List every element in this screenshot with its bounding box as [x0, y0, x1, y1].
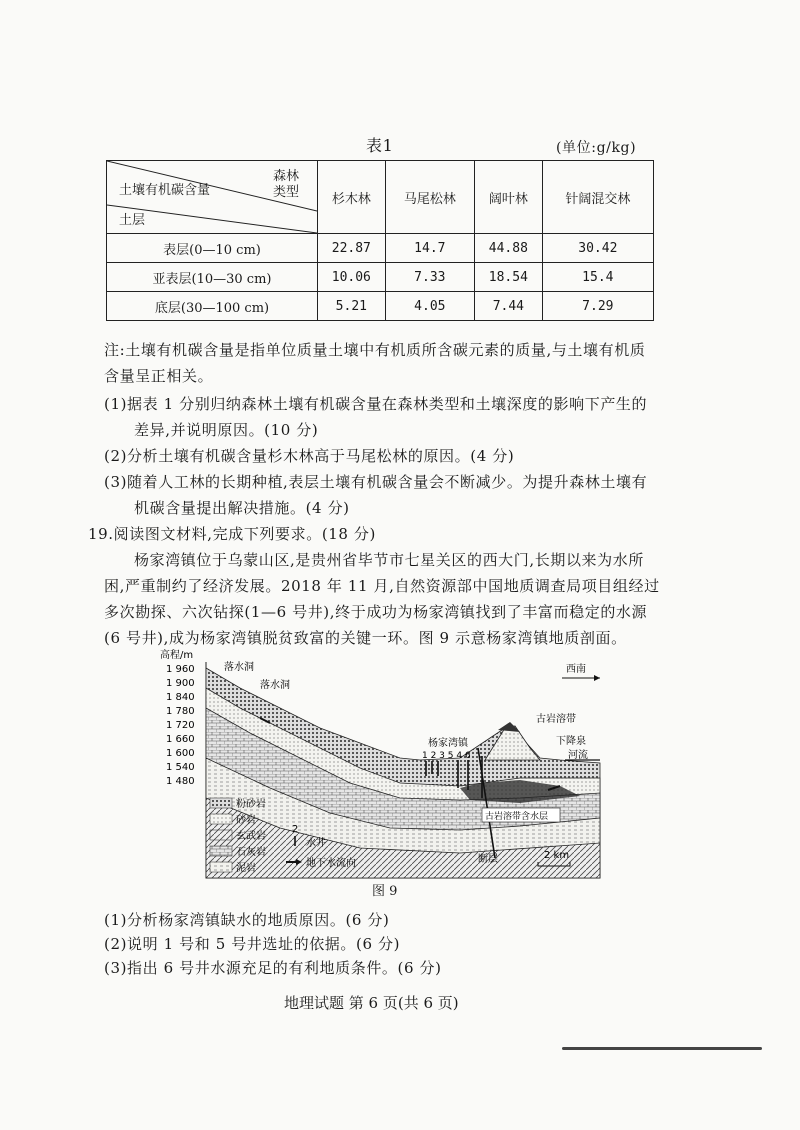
spring-label: 下降泉	[556, 736, 586, 747]
ytick: 1 780	[166, 706, 195, 717]
col-header: 马尾松林	[385, 161, 474, 234]
cell-value: 44.88	[475, 234, 543, 263]
table-caption: 表1	[366, 136, 394, 155]
sinkhole-label: 落水洞	[224, 662, 254, 673]
question-text: (3)指出 6 号井水源充足的有利地质条件。(6 分)	[104, 959, 442, 977]
question-text: 差异,并说明原因。(10 分)	[134, 421, 319, 439]
fault-label: 断层	[478, 854, 498, 865]
yaxis-ticks	[166, 664, 195, 787]
ytick: 1 540	[166, 762, 195, 773]
scan-mark	[562, 1047, 762, 1050]
question-text: (2)说明 1 号和 5 号井选址的依据。(6 分)	[104, 935, 401, 953]
passage-line: 多次勘探、六次钻探(1—6 号井),终于成功为杨家湾镇找到了丰富而稳定的水源	[104, 603, 648, 621]
legend-well-number: 2	[292, 824, 299, 835]
question-text: (2)分析土壤有机碳含量杉木林高于马尾松林的原因。(4 分)	[104, 447, 515, 465]
table-row	[107, 263, 654, 292]
town-label: 杨家湾镇	[428, 738, 468, 749]
cell-value: 7.44	[475, 292, 543, 321]
scale-label: 2 km	[544, 850, 570, 861]
ytick: 1 600	[166, 748, 195, 759]
question-text: (3)随着人工林的长期种植,表层土壤有机碳含量会不断减少。为提升森林土壤有	[104, 473, 648, 491]
table-row	[107, 234, 654, 263]
wells-label: 1 2 3 5 4 6	[422, 751, 471, 761]
note-line: 含量呈正相关。	[104, 367, 214, 385]
corner-forest-label: 森林	[272, 169, 299, 184]
ytick: 1 720	[166, 720, 195, 731]
cell-value: 18.54	[475, 263, 543, 292]
row-label: 底层(30—100 cm)	[107, 292, 318, 321]
question-text: (1)据表 1 分别归纳森林土壤有机碳含量在森林类型和土壤深度的影响下产生的	[104, 395, 648, 413]
legend-item: 砂岩	[236, 815, 256, 826]
cell-value: 7.29	[542, 292, 653, 321]
figure-caption: 图 9	[372, 884, 398, 899]
note-line: 注:土壤有机碳含量是指单位质量土壤中有机质所含碳元素的质量,与土壤有机质	[104, 341, 646, 359]
question-text: (1)分析杨家湾镇缺水的地质原因。(6 分)	[104, 911, 390, 929]
col-header: 杉木林	[318, 161, 386, 234]
cell-value: 5.21	[318, 292, 386, 321]
ytick: 1 480	[166, 776, 195, 787]
karst-belt-label: 古岩溶带	[536, 714, 576, 725]
cell-value: 22.87	[318, 234, 386, 263]
corner-layer-label: 土层	[119, 213, 146, 228]
legend-item: 玄武岩	[236, 831, 266, 842]
row-label: 亚表层(10—30 cm)	[107, 263, 318, 292]
cell-value: 15.4	[542, 263, 653, 292]
ytick: 1 960	[166, 664, 195, 675]
sinkhole-label: 落水洞	[260, 680, 290, 691]
soil-carbon-table	[106, 160, 654, 321]
cell-value: 4.05	[385, 292, 474, 321]
passage-line: 困,严重制约了经济发展。2018 年 11 月,自然资源部中国地质调查局项目组经过	[104, 577, 660, 595]
river-label: 河流	[568, 750, 588, 761]
ytick: 1 900	[166, 678, 195, 689]
ytick: 1 660	[166, 734, 195, 745]
cell-value: 10.06	[318, 263, 386, 292]
geologic-cross-section	[160, 648, 610, 880]
direction-label: 西南	[566, 664, 586, 675]
legend-item: 石灰岩	[236, 847, 266, 858]
row-label: 表层(0—10 cm)	[107, 234, 318, 263]
page-footer: 地理试题 第 6 页(共 6 页)	[284, 994, 459, 1012]
aquifer-label: 古岩溶带含水层	[485, 812, 549, 822]
table-unit: (单位:g/kg)	[556, 140, 637, 156]
corner-type-label: 类型	[272, 185, 299, 200]
ytick: 1 840	[166, 692, 195, 703]
corner-carbon-label: 土壤有机碳含量	[119, 183, 211, 198]
passage-line: 杨家湾镇位于乌蒙山区,是贵州省毕节市七星关区的西大门,长期以来为水所	[134, 551, 644, 569]
yaxis-title: 高程/m	[160, 650, 194, 661]
cell-value: 7.33	[385, 263, 474, 292]
col-header: 针阔混交林	[542, 161, 653, 234]
passage-line: (6 号井),成为杨家湾镇脱贫致富的关键一环。图 9 示意杨家湾镇地质剖面。	[104, 629, 627, 647]
legend-item: 地下水流向	[306, 858, 356, 869]
table-corner-header	[107, 161, 318, 234]
legend-item: 粉砂岩	[236, 799, 266, 810]
legend-item: 水井	[306, 838, 326, 849]
question-title: 19.阅读图文材料,完成下列要求。(18 分)	[88, 525, 376, 543]
col-header: 阔叶林	[475, 161, 543, 234]
table-row	[107, 292, 654, 321]
cell-value: 14.7	[385, 234, 474, 263]
cell-value: 30.42	[542, 234, 653, 263]
legend-item: 泥岩	[236, 863, 256, 874]
question-text: 机碳含量提出解决措施。(4 分)	[134, 499, 350, 517]
